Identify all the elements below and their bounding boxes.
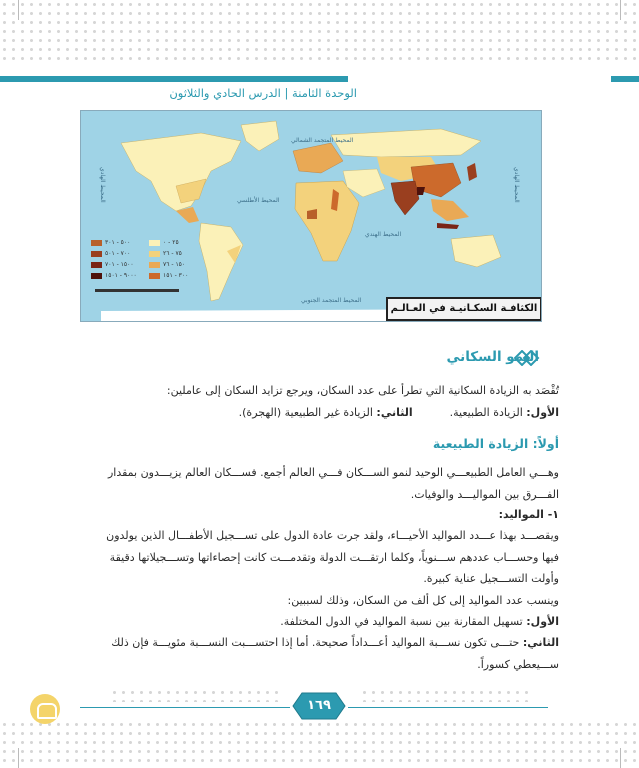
crop-mark-left [18, 0, 19, 20]
reason-2-text: حتـــى تكون نســـبة المواليد أعـــداداً صحيحة. أما إذا احتســـبت النســـبة مئويـــة فإن ذلك [111, 636, 520, 649]
header-bar [0, 76, 348, 82]
australia [451, 235, 501, 267]
legend-item [91, 239, 141, 247]
dot-pattern-footer-right [360, 688, 530, 702]
ocean-label-atlantic: المحيط الأطلسي [237, 197, 280, 204]
legend-swatch [91, 251, 102, 257]
subheading-natural-increase: أولاً: الزيادة الطبيعية [432, 436, 559, 451]
logo-mark [37, 703, 57, 719]
legend-item [91, 250, 141, 258]
paragraph-line: ســـيعطي كسوراً. [477, 658, 559, 671]
south-america [199, 223, 243, 301]
second-text: الزيادة غير الطبيعية (الهجرة). [238, 406, 373, 419]
crop-mark-left-bottom [18, 748, 19, 768]
reason-1-label: الأول: [526, 615, 559, 628]
paragraph-line: ويقصـــد بهذا عـــدد المواليد الأحيـــاء، ولقد جرت عادة الدول على تســـجيل الأطفـــال الذين يولدون [106, 529, 559, 542]
africa [295, 181, 359, 261]
map-title: الكثافـة السكـانيـة في العـالـم [386, 297, 542, 321]
greenland [241, 121, 279, 151]
crop-mark-right [620, 0, 621, 20]
legend-item [91, 261, 141, 269]
dot-pattern-bottom [0, 720, 639, 768]
reason-1 [280, 615, 559, 628]
legend-label: ٣٠٠ - ١٥١ [163, 272, 189, 279]
legend-swatch [149, 262, 160, 268]
legend-swatch [91, 240, 102, 246]
page-number: ١٦٩ [307, 698, 331, 713]
paragraph-line: وهـــي العامل الطبيعـــي الوحيد لنمو الســـكان فـــي العالم أجمع. فســـكان العالم يزيـــدون بمقدار [107, 466, 559, 479]
section-title: النمو السكاني [446, 349, 539, 365]
second-label: الثاني: [376, 406, 413, 419]
legend-label: ٢٥ - ٠ [163, 239, 179, 246]
reason-2-label: الثاني: [522, 636, 559, 649]
legend-swatch [91, 262, 102, 268]
ocean-label-southern: المحيط المتجمد الجنوبي [301, 297, 362, 304]
header-title: الوحدة الثامنة | الدرس الحادي والثلاثون [169, 86, 357, 100]
paragraph-line: وينسب عدد المواليد إلى كل ألف من السكان، وذلك لسببين: [287, 594, 559, 607]
intro-text: تُقْصَد به الزيادة السكانية التي تطرأ على عدد السكان، ويرجع تزايد السكان إلى عاملين: [166, 384, 559, 397]
ocean-label-pacific-east: المحيط الهادي [513, 167, 520, 203]
legend-label: ١٥٠ - ٧٦ [163, 261, 186, 268]
map-scale-bar [95, 289, 179, 292]
dot-pattern-top [0, 0, 639, 64]
legend-item [149, 261, 199, 269]
ocean-label-arctic: المحيط المتجمد الشمالي [291, 137, 354, 144]
java [437, 223, 459, 229]
legend-label: ٧٥ - ٢٦ [163, 250, 182, 257]
japan [467, 163, 477, 181]
first-text: الزيادة الطبيعية. [449, 406, 523, 419]
legend-label: ٧٠٠ - ٥٠١ [105, 250, 131, 257]
header-bar-right [611, 76, 639, 82]
legend-label: ٩٠٠٠ - ١٥٠١ [105, 272, 137, 279]
europe [293, 143, 343, 173]
legend-label: ٥٠٠ - ٣٠١ [105, 239, 131, 246]
legend-item [91, 272, 141, 280]
factors-line [239, 406, 559, 419]
india [391, 181, 419, 215]
ocean-label-indian: المحيط الهندي [365, 231, 402, 238]
legend-swatch [149, 240, 160, 246]
legend-swatch [149, 273, 160, 279]
world-population-density-map [80, 110, 542, 322]
paragraph-line: فيها وحســـاب عددهم ســـنوياً، وكلما ارتقـــت الدولة وتقدمـــت كانت إحصاءاتها وتســـجيلاتها دقيقة [109, 551, 559, 564]
ocean-label-pacific-west: المحيط الهادي [99, 167, 106, 203]
footer-line-right [348, 707, 548, 708]
legend-item [149, 272, 199, 280]
crop-mark-right-bottom [620, 748, 621, 768]
first-label: الأول: [526, 406, 559, 419]
footer-line-left [80, 707, 290, 708]
bangladesh [417, 187, 425, 195]
paragraph-line: وأولت التســـجيل عناية كبيرة. [423, 572, 559, 585]
legend-item [149, 239, 199, 247]
legend-swatch [149, 251, 160, 257]
paragraph-line: الفـــرق بين المواليـــد والوفيات. [410, 488, 559, 501]
dot-pattern-footer-left [110, 688, 280, 702]
publisher-logo-icon [30, 694, 60, 724]
southeast-asia [431, 199, 469, 221]
russia [331, 129, 481, 157]
legend-label: ١٥٠٠ - ٧٠١ [105, 261, 134, 268]
reason-1-text: تسهيل المقارنة بين نسبة المواليد في الدول المختلفة. [280, 615, 523, 628]
births-heading: ١- المواليد: [498, 508, 559, 521]
reason-2 [111, 636, 559, 649]
legend-item [149, 250, 199, 258]
legend-swatch [91, 273, 102, 279]
